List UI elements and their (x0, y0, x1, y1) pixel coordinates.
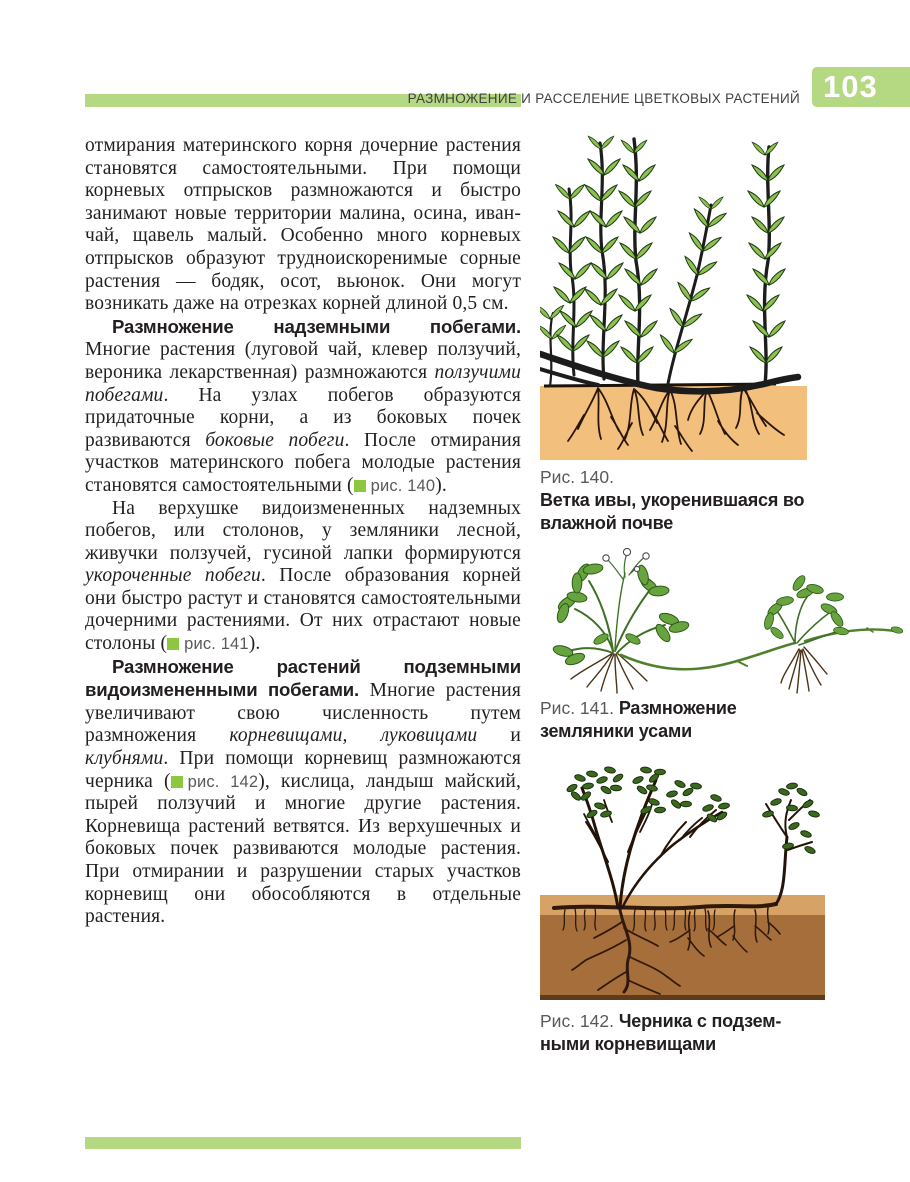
willow-branch-drawing (540, 133, 807, 460)
roots (571, 647, 827, 693)
blueberry-rhizome-drawing (540, 762, 825, 1000)
willow-leaves (540, 136, 785, 363)
soil-base-line (540, 995, 825, 1000)
figure-marker-icon (171, 776, 183, 788)
subheading: Размножение растений подземными видоизмененными побегами. (85, 655, 521, 701)
figure-141-caption: Рис. 141. Размножение земляники усами (540, 698, 737, 741)
figure-ref-140: рис. 140 (354, 477, 436, 495)
body-text-column (85, 135, 521, 929)
footer-rule (85, 1137, 521, 1149)
figure-ref-141: рис. 141 (167, 635, 249, 653)
soil-bottom-layer (540, 915, 825, 996)
paragraph: Размножение надземными побегами. Многие растения (луговой чай, клевер ползучий, вероника лекарственная) размножаются ползучими побегами. На узлах побегов образуются придаточные корни, а из боковых почек развиваются боковые побеги. После отмирания участков материнского побега молодые растения становятся самостоятельными ( рис. 140). (85, 315, 521, 496)
figure-142-illustration (540, 762, 825, 1005)
subheading: Размножение надземными побегами. (112, 315, 521, 337)
paragraph: Размножение растений подземными видоизмененными побегами. Многие растения увеличивают свою численность путем размножения корневищами, луковицами и клубнями. При помощи корневищ размножаются черника ( рис. 142), кислица, ландыш майский, пырей ползучий и многие другие растения. Корневища растений ветвятся. Из верхушечных и боковых почек развиваются молодые растения. При отмирании и разрушении старых участков корневищ они обособляются в отдельные растения. (85, 655, 522, 928)
figure-140-caption: Рис. 140. Ветка ивы, укоренившаяся во влажной почве (540, 467, 805, 533)
paragraph: отмирания материнского корня дочерние растения становятся самостоятельными. При помощи корневых отпрысков размножаются и быстро занимают новые территории малина, осина, иван-чай, щавель малый. Особенно много корневых отпрысков образуют трудноискоренимые сорные растения — бодяк, осот, вьюнок. Они могут возникать даже на отрезках корней длиной 0,5 см. (85, 135, 521, 315)
figure-142-caption: Рис. 142. Черника с подземными корневищами (540, 1011, 782, 1054)
leaves (566, 766, 820, 855)
figure-marker-icon (167, 638, 179, 650)
page-number: 103 (823, 69, 878, 104)
page-number-badge (812, 67, 910, 107)
stems (569, 553, 839, 653)
figure-marker-icon (354, 480, 366, 492)
strawberry-runner-drawing (537, 547, 910, 695)
paragraph: На верхушке видоизмененных надземных побегов, или столонов, у земляники лесной, живучки ползучей, гусиной лапки формируются укороченные побеги. После образования корней они быстро растут и становятся самостоятельными дочерними растениями. От них отрастают новые столоны ( рис. 141). (85, 497, 521, 655)
figure-140-illustration (540, 133, 807, 465)
running-head: РАЗМНОЖЕНИЕ И РАССЕЛЕНИЕ ЦВЕТКОВЫХ РАСТЕНИЙ (407, 91, 800, 106)
figure-ref-142: рис. 142 (171, 773, 259, 791)
figure-141-illustration (537, 547, 910, 700)
